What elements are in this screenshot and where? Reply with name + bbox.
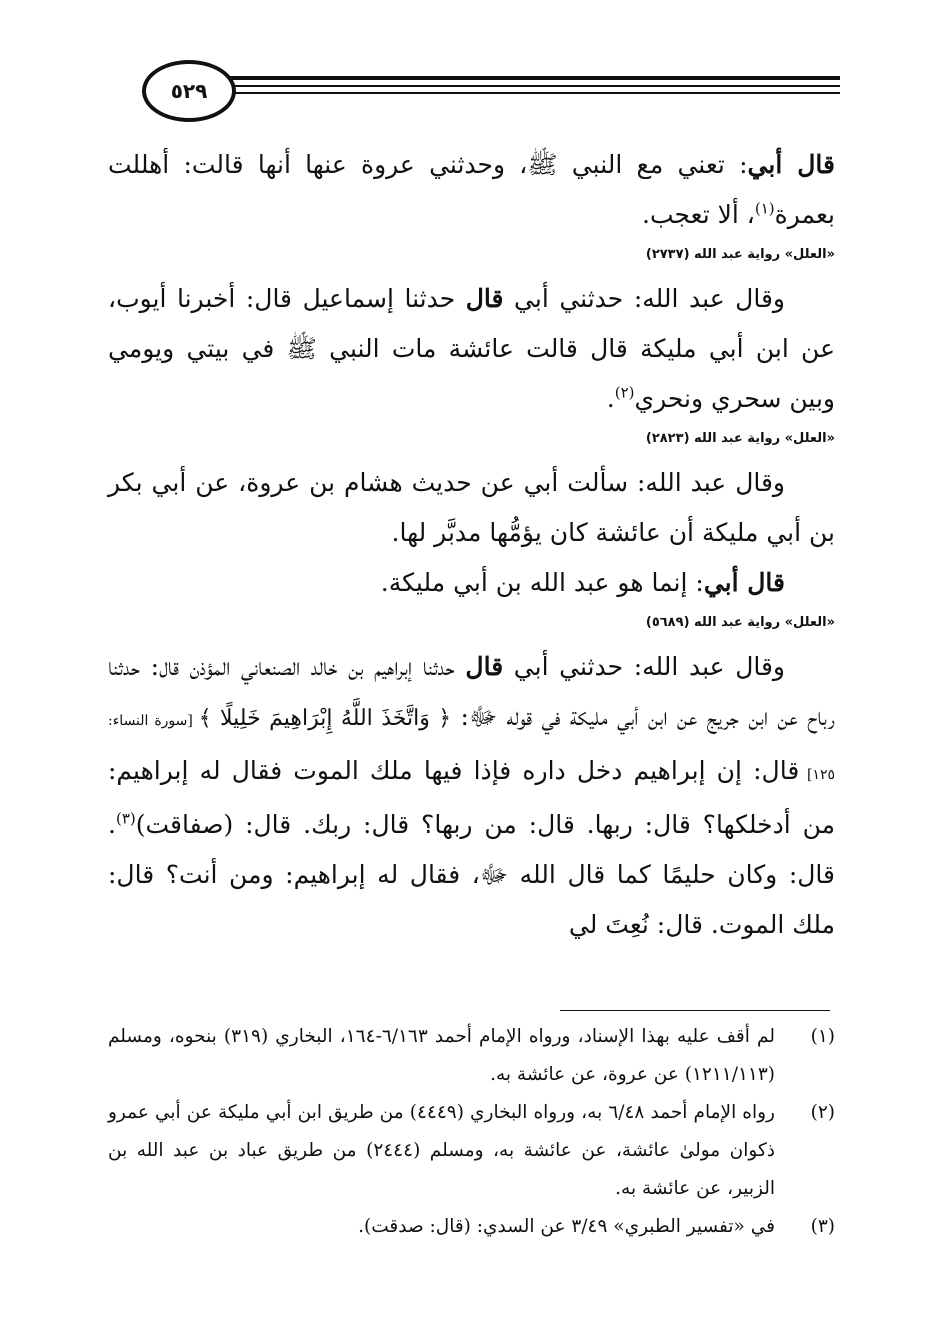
- footnote-2: [108, 1094, 835, 1208]
- bold-word: قال: [465, 284, 504, 313]
- paragraph-text: : إنما هو عبد الله بن أبي مليكة.: [380, 568, 704, 597]
- footnote-1: [108, 1018, 835, 1094]
- footnote-number: (٢): [810, 1102, 835, 1123]
- paragraph-text: .: [606, 384, 615, 413]
- header-rule: [210, 85, 840, 87]
- footnote-number: (١): [810, 1026, 835, 1047]
- paragraph-text: : تعني مع النبي ﷺ، وحدثني عروة عنها أنها قالت: أهللت بعمرة: [108, 150, 835, 229]
- footnote-text: في «تفسير الطبري» ٣/٤٩ عن السدي: (قال: صدقت).: [358, 1216, 775, 1237]
- header-rule: [210, 76, 840, 80]
- paragraph-2: [108, 274, 835, 424]
- source-reference: «العلل» رواية عبد الله (٥٦٨٩): [645, 615, 835, 630]
- paragraph-text: . قال: وكان حليمًا كما قال الله ﷻ، فقال له إبراهيم: ومن أنت؟ قال: ملك الموت. قال: نُعِتَ لي: [108, 810, 835, 939]
- source-reference: «العلل» رواية عبد الله (٢٨٢٣): [645, 431, 835, 446]
- footnote-separator: [560, 1010, 830, 1011]
- paragraph-text: حدثنا إبراهيم بن خالد الصنعاني المؤذن قال: حدثنا رباح عن ابن جريج عن ابن أبي مليكة في قوله ﷻ:: [108, 652, 835, 731]
- paragraph-text: حدثنا إسماعيل قال: أخبرنا أيوب، عن ابن أبي مليكة قال قالت عائشة مات النبي ﷺ في بيتي ويومي وبين سحري ونحري: [108, 284, 835, 413]
- page-number-badge: [142, 60, 236, 122]
- page-number: ٥٢٩: [170, 79, 208, 103]
- speaker-label: قال أبي: [747, 150, 835, 179]
- paragraph-text: ، ألا تعجب.: [642, 200, 755, 229]
- footnote-text: لم أقف عليه بهذا الإسناد، ورواه الإمام أحمد ٦/١٦٣-١٦٤، البخاري (٣١٩) بنحوه، ومسلم (١٢١١/١١٣) عن عروة، عن عائشة به.: [108, 1026, 775, 1085]
- paragraph-text: قال: إن إبراهيم دخل داره فإذا فيها ملك الموت فقال له إبراهيم: من أدخلكها؟ قال: ربها. قال: من ربها؟ قال: ربك. قال: (صفاقت): [108, 756, 835, 839]
- footnote-marker[interactable]: (٢): [614, 383, 635, 402]
- paragraph-3: وقال عبد الله: سألت أبي عن حديث هشام بن عروة، عن أبي بكر بن أبي مليكة أن عائشة كان يؤمُّها مدبَّر لها.: [108, 468, 835, 547]
- page-header: [100, 56, 840, 116]
- main-text: [108, 140, 835, 950]
- header-rule: [210, 92, 840, 94]
- paragraph-text: وقال عبد الله: حدثني أبي: [503, 284, 785, 313]
- footnote-text: رواه الإمام أحمد ٦/٤٨ به، ورواه البخاري (٤٤٤٩) من طريق ابن أبي مليكة عن أبي عمرو ذكوان مولىٰ عائشة، عن عائشة به، ومسلم (٢٤٤٤) من طريق عباد بن عبد الله بن الزبير، عن عائشة به.: [108, 1102, 776, 1199]
- paragraph-1: [108, 140, 835, 240]
- footnote-marker[interactable]: (١): [754, 199, 775, 218]
- speaker-label: قال أبي: [703, 568, 785, 597]
- surah-reference: [سورة النساء: ١٢٥]: [108, 713, 835, 783]
- footnote-number: (٣): [810, 1216, 835, 1237]
- bold-word: قال: [465, 652, 504, 681]
- paragraph-4: [108, 558, 835, 608]
- paragraph-text: وقال عبد الله: حدثني أبي: [503, 652, 785, 681]
- source-reference: «العلل» رواية عبد الله (٢٧٣٧): [645, 247, 835, 262]
- quran-verse: ﴿ وَاتَّخَذَ اللَّهُ إِبْرَاهِيمَ خَلِيلًا ﴾: [198, 706, 452, 731]
- footnotes: [108, 1018, 835, 1246]
- footnote-3: [108, 1208, 835, 1246]
- paragraph-5: [108, 642, 835, 950]
- footnote-marker[interactable]: (٣): [115, 809, 136, 828]
